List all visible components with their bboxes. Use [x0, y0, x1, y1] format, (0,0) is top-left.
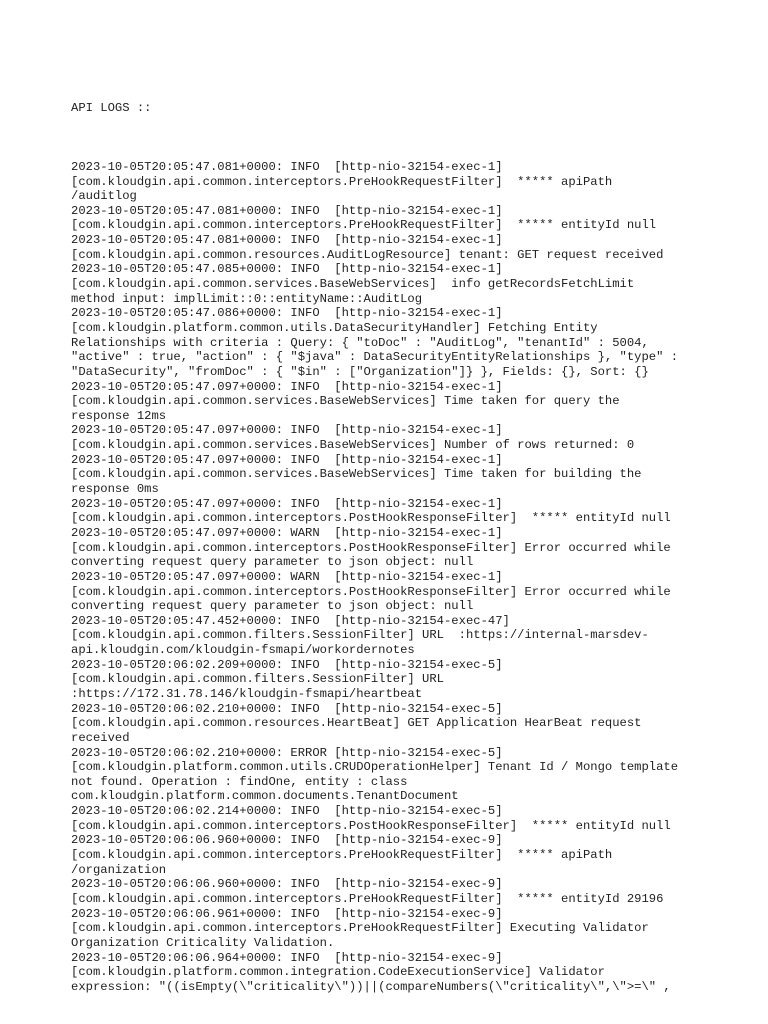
- log-line: "active" : true, "action" : { "$java" : DataSecurityEntityRelationships }, "type" :: [71, 350, 679, 365]
- document-title: API LOGS ::: [71, 101, 152, 116]
- log-line: response 12ms: [71, 408, 167, 423]
- log-line: not found. Operation : findOne, entity : class: [71, 774, 408, 789]
- log-line: 2023-10-05T20:06:06.964+0000: INFO [http-nio-32154-exec-9]: [71, 950, 503, 965]
- log-line: [com.kloudgin.api.common.services.BaseWebServices] Time taken for query the: [71, 394, 620, 409]
- log-line: received: [71, 730, 130, 745]
- log-line: Relationships with criteria : Query: { "toDoc" : "AuditLog", "tenantId" : 5004,: [71, 335, 649, 350]
- log-line: com.kloudgin.platform.common.documents.TenantDocument: [71, 789, 459, 804]
- log-line: [com.kloudgin.api.common.interceptors.PostHookResponseFilter] ***** entityId null: [71, 818, 671, 833]
- log-line: 2023-10-05T20:06:02.210+0000: ERROR [http-nio-32154-exec-5]: [71, 745, 503, 760]
- log-line: 2023-10-05T20:06:02.214+0000: INFO [http-nio-32154-exec-5]: [71, 804, 503, 819]
- log-line: [com.kloudgin.api.common.interceptors.PreHookRequestFilter] ***** apiPath: [71, 174, 613, 189]
- log-line: [com.kloudgin.api.common.resources.HeartBeat] GET Application HearBeat request: [71, 716, 642, 731]
- log-line: 2023-10-05T20:05:47.085+0000: INFO [http-nio-32154-exec-1]: [71, 262, 503, 277]
- log-line: /auditlog: [71, 189, 137, 204]
- log-line: [com.kloudgin.api.common.services.BaseWebServices] info getRecordsFetchLimit: [71, 277, 635, 292]
- log-line: [com.kloudgin.api.common.interceptors.PostHookResponseFilter] Error occurred while: [71, 584, 671, 599]
- log-line: :https://172.31.78.146/kloudgin-fsmapi/heartbeat: [71, 686, 423, 701]
- log-line: 2023-10-05T20:05:47.097+0000: INFO [http-nio-32154-exec-1]: [71, 379, 503, 394]
- log-line: expression: "((isEmpty(\"criticality\"))||(compareNumbers(\"criticality\",\">=\" ,: [71, 979, 671, 994]
- log-line: 2023-10-05T20:05:47.452+0000: INFO [http-nio-32154-exec-47]: [71, 613, 510, 628]
- log-line: 2023-10-05T20:05:47.097+0000: WARN [http-nio-32154-exec-1]: [71, 525, 503, 540]
- log-line: [com.kloudgin.platform.common.utils.DataSecurityHandler] Fetching Entity: [71, 320, 598, 335]
- log-line: converting request query parameter to json object: null: [71, 555, 474, 570]
- log-line: 2023-10-05T20:06:02.210+0000: INFO [http-nio-32154-exec-5]: [71, 701, 503, 716]
- log-line: [com.kloudgin.api.common.interceptors.PostHookResponseFilter] ***** entityId null: [71, 511, 671, 526]
- log-line: 2023-10-05T20:05:47.097+0000: WARN [http-nio-32154-exec-1]: [71, 569, 503, 584]
- log-line: 2023-10-05T20:05:47.097+0000: INFO [http-nio-32154-exec-1]: [71, 423, 503, 438]
- log-line: 2023-10-05T20:05:47.086+0000: INFO [http-nio-32154-exec-1]: [71, 306, 503, 321]
- log-line: [com.kloudgin.api.common.interceptors.PreHookRequestFilter] Executing Validator: [71, 921, 649, 936]
- log-lines: [71, 160, 761, 995]
- log-line: [com.kloudgin.api.common.filters.SessionFilter] URL: [71, 672, 444, 687]
- log-line: [com.kloudgin.platform.common.integration.CodeExecutionService] Validator: [71, 965, 605, 980]
- log-line: [com.kloudgin.api.common.interceptors.PreHookRequestFilter] ***** apiPath: [71, 848, 613, 863]
- log-line: 2023-10-05T20:05:47.081+0000: INFO [http-nio-32154-exec-1]: [71, 233, 503, 248]
- log-line: [com.kloudgin.api.common.services.BaseWebServices] Number of rows returned: 0: [71, 438, 635, 453]
- log-line: [com.kloudgin.platform.common.utils.CRUDOperationHelper] Tenant Id / Mongo template: [71, 760, 679, 775]
- log-line: [com.kloudgin.api.common.interceptors.PreHookRequestFilter] ***** entityId null: [71, 218, 657, 233]
- log-line: 2023-10-05T20:06:06.960+0000: INFO [http-nio-32154-exec-9]: [71, 833, 503, 848]
- log-line: Organization Criticality Validation.: [71, 935, 335, 950]
- log-line: method input: implLimit::0::entityName::AuditLog: [71, 291, 423, 306]
- log-line: [com.kloudgin.api.common.services.BaseWebServices] Time taken for building the: [71, 467, 642, 482]
- log-line: [com.kloudgin.api.common.filters.SessionFilter] URL :https://internal-marsdev-: [71, 628, 649, 643]
- log-line: response 0ms: [71, 482, 159, 497]
- log-line: 2023-10-05T20:05:47.081+0000: INFO [http-nio-32154-exec-1]: [71, 203, 503, 218]
- log-line: "DataSecurity", "fromDoc" : { "$in" : ["Organization"]} }, Fields: {}, Sort: {}: [71, 364, 649, 379]
- log-line: [com.kloudgin.api.common.resources.AuditLogResource] tenant: GET request received: [71, 247, 664, 262]
- log-line: 2023-10-05T20:05:47.097+0000: INFO [http-nio-32154-exec-1]: [71, 452, 503, 467]
- log-line: converting request query parameter to json object: null: [71, 599, 474, 614]
- log-line: 2023-10-05T20:05:47.097+0000: INFO [http-nio-32154-exec-1]: [71, 496, 503, 511]
- log-line: [com.kloudgin.api.common.interceptors.PostHookResponseFilter] Error occurred while: [71, 540, 671, 555]
- api-log-document: [71, 72, 761, 1009]
- log-line: api.kloudgin.com/kloudgin-fsmapi/workordernotes: [71, 643, 415, 658]
- log-line: 2023-10-05T20:05:47.081+0000: INFO [http-nio-32154-exec-1]: [71, 159, 503, 174]
- log-line: /organization: [71, 862, 167, 877]
- log-line: [com.kloudgin.api.common.interceptors.PreHookRequestFilter] ***** entityId 29196: [71, 891, 664, 906]
- log-line: 2023-10-05T20:06:06.961+0000: INFO [http-nio-32154-exec-9]: [71, 906, 503, 921]
- log-line: 2023-10-05T20:06:02.209+0000: INFO [http-nio-32154-exec-5]: [71, 657, 503, 672]
- log-line: 2023-10-05T20:06:06.960+0000: INFO [http-nio-32154-exec-9]: [71, 877, 503, 892]
